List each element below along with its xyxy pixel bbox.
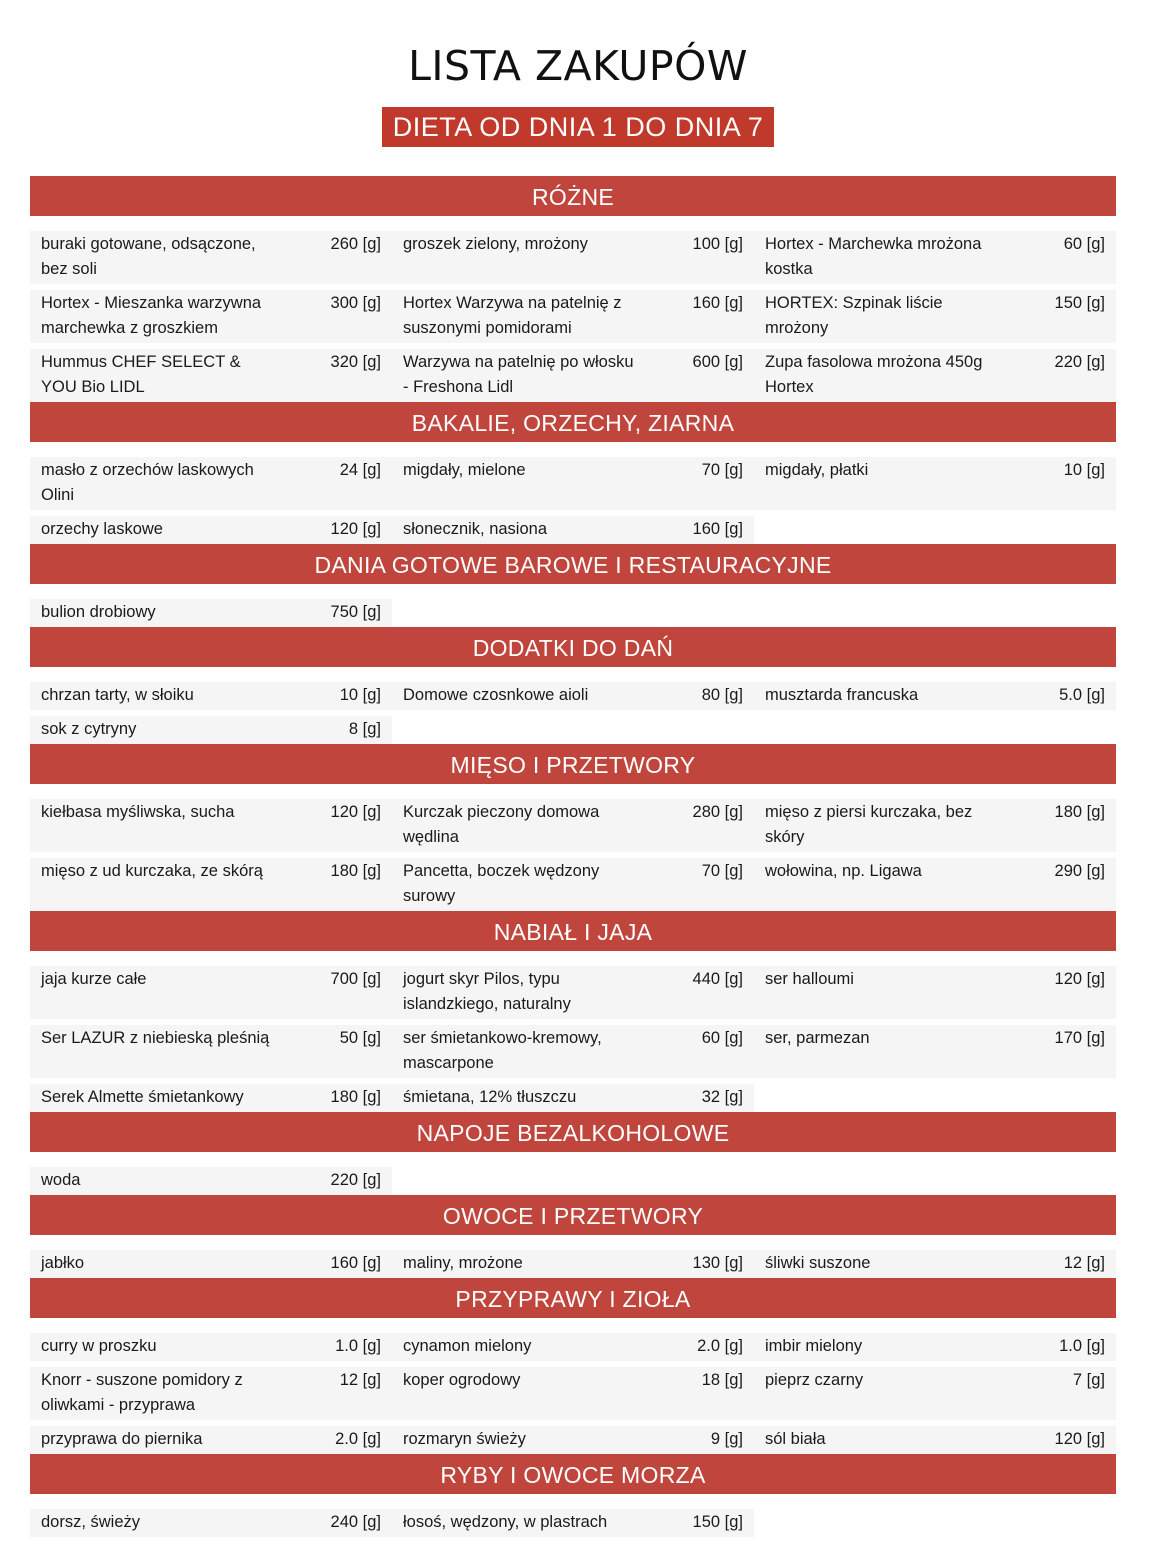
item-quantity: 180 [g] [1054, 803, 1105, 821]
item-name: Knorr - suszone pomidory z oliwkami - przyprawa [41, 1371, 243, 1414]
list-item [30, 231, 392, 284]
list-item [30, 716, 392, 744]
item-quantity: 9 [g] [710, 1430, 743, 1448]
item-quantity: 12 [g] [339, 1371, 381, 1389]
subtitle-wrap [0, 107, 1156, 147]
list-item [392, 349, 754, 402]
item-name: masło z orzechów laskowych Olini [41, 461, 254, 504]
item-quantity: 70 [g] [701, 862, 743, 880]
list-item [754, 799, 1116, 852]
empty-cell [754, 599, 1116, 627]
item-quantity: 300 [g] [330, 294, 381, 312]
item-name: pieprz czarny [765, 1371, 864, 1389]
item-row [30, 1367, 1116, 1420]
list-item [392, 231, 754, 284]
item-name: migdały, mielone [403, 461, 526, 479]
list-item [754, 682, 1116, 710]
list-item [30, 1509, 392, 1537]
item-quantity: 160 [g] [330, 1254, 381, 1272]
list-item [392, 516, 754, 544]
item-quantity: 60 [g] [701, 1029, 743, 1047]
item-name: Kurczak pieczony domowa wędlina [403, 803, 600, 846]
item-name: Zupa fasolowa mrożona 450g Hortex [765, 353, 983, 396]
item-name: jaja kurze całe [41, 970, 147, 988]
category-header: MIĘSO I PRZETWORY [30, 744, 1116, 784]
diet-range-badge: DIETA OD DNIA 1 DO DNIA 7 [382, 107, 775, 147]
item-quantity: 1.0 [g] [1059, 1337, 1105, 1355]
item-quantity: 120 [g] [1054, 1430, 1105, 1448]
category-items [30, 1318, 1116, 1454]
item-name: jabłko [41, 1254, 85, 1272]
category-items [30, 667, 1116, 744]
item-name: słonecznik, nasiona [403, 520, 548, 538]
list-item [754, 858, 1116, 911]
category-header: NABIAŁ I JAJA [30, 911, 1116, 951]
item-row [30, 599, 1116, 627]
category-header: DANIA GOTOWE BAROWE I RESTAURACYJNE [30, 544, 1116, 584]
item-quantity: 170 [g] [1054, 1029, 1105, 1047]
category-header: PRZYPRAWY I ZIOŁA [30, 1278, 1116, 1318]
item-row [30, 966, 1116, 1019]
list-item [30, 1426, 392, 1454]
list-item [30, 457, 392, 510]
list-item [392, 1084, 754, 1112]
item-row [30, 349, 1116, 402]
item-name: migdały, płatki [765, 461, 869, 479]
item-quantity: 70 [g] [701, 461, 743, 479]
item-quantity: 2.0 [g] [335, 1430, 381, 1448]
item-quantity: 180 [g] [330, 1088, 381, 1106]
category-header: RYBY I OWOCE MORZA [30, 1454, 1116, 1494]
category-header: DODATKI DO DAŃ [30, 627, 1116, 667]
list-item [392, 682, 754, 710]
item-row [30, 290, 1116, 343]
category-items [30, 784, 1116, 911]
list-item [30, 1084, 392, 1112]
list-item [30, 290, 392, 343]
item-quantity: 220 [g] [1054, 353, 1105, 371]
item-quantity: 50 [g] [339, 1029, 381, 1047]
category-section [30, 1195, 1116, 1278]
item-name: bulion drobiowy [41, 603, 156, 621]
item-row [30, 1250, 1116, 1278]
empty-cell [392, 599, 754, 627]
item-name: przyprawa do piernika [41, 1430, 203, 1448]
item-name: sok z cytryny [41, 720, 137, 738]
item-name: cynamon mielony [403, 1337, 532, 1355]
category-section [30, 176, 1116, 402]
category-items [30, 216, 1116, 402]
item-quantity: 700 [g] [330, 970, 381, 988]
category-header: OWOCE I PRZETWORY [30, 1195, 1116, 1235]
category-section [30, 744, 1116, 911]
empty-cell [754, 1084, 1116, 1112]
item-quantity: 100 [g] [692, 235, 743, 253]
item-row [30, 1426, 1116, 1454]
list-item [30, 799, 392, 852]
category-section [30, 544, 1116, 627]
item-name: Hortex Warzywa na patelnię z suszonymi pomidorami [403, 294, 622, 337]
item-name: ser halloumi [765, 970, 854, 988]
empty-cell [392, 1167, 754, 1195]
item-quantity: 240 [g] [330, 1513, 381, 1531]
item-name: śmietana, 12% tłuszczu [403, 1088, 577, 1106]
item-name: Hortex - Marchewka mrożona kostka [765, 235, 982, 278]
item-quantity: 5.0 [g] [1059, 686, 1105, 704]
item-quantity: 290 [g] [1054, 862, 1105, 880]
list-item [754, 1333, 1116, 1361]
list-item [392, 1426, 754, 1454]
item-row [30, 858, 1116, 911]
list-item [754, 966, 1116, 1019]
item-quantity: 160 [g] [692, 294, 743, 312]
item-name: buraki gotowane, odsączone, bez soli [41, 235, 256, 278]
item-name: Hummus CHEF SELECT & YOU Bio LIDL [41, 353, 241, 396]
list-item [392, 290, 754, 343]
item-name: imbir mielony [765, 1337, 863, 1355]
item-quantity: 440 [g] [692, 970, 743, 988]
item-row [30, 1333, 1116, 1361]
item-quantity: 2.0 [g] [697, 1337, 743, 1355]
item-name: łosoś, wędzony, w plastrach [403, 1513, 608, 1531]
item-name: musztarda francuska [765, 686, 919, 704]
list-item [392, 799, 754, 852]
list-item [392, 1367, 754, 1420]
list-item [30, 1025, 392, 1078]
list-item [754, 349, 1116, 402]
list-item [392, 966, 754, 1019]
list-item [30, 1333, 392, 1361]
item-name: maliny, mrożone [403, 1254, 523, 1272]
category-items [30, 1235, 1116, 1278]
item-name: sól biała [765, 1430, 826, 1448]
item-quantity: 10 [g] [339, 686, 381, 704]
item-name: dorsz, świeży [41, 1513, 141, 1531]
item-name: HORTEX: Szpinak liście mrożony [765, 294, 943, 337]
list-item [30, 682, 392, 710]
item-name: mięso z piersi kurczaka, bez skóry [765, 803, 973, 846]
item-name: wołowina, np. Ligawa [765, 862, 922, 880]
list-item [754, 457, 1116, 510]
empty-cell [754, 1167, 1116, 1195]
item-quantity: 120 [g] [1054, 970, 1105, 988]
category-section [30, 627, 1116, 744]
item-quantity: 150 [g] [692, 1513, 743, 1531]
item-quantity: 130 [g] [692, 1254, 743, 1272]
item-quantity: 600 [g] [692, 353, 743, 371]
item-quantity: 320 [g] [330, 353, 381, 371]
item-name: orzechy laskowe [41, 520, 163, 538]
item-row [30, 516, 1116, 544]
item-name: mięso z ud kurczaka, ze skórą [41, 862, 263, 880]
list-item [392, 858, 754, 911]
list-item [754, 290, 1116, 343]
list-item [392, 1333, 754, 1361]
item-name: Domowe czosnkowe aioli [403, 686, 589, 704]
empty-cell [392, 716, 754, 744]
list-item [30, 349, 392, 402]
list-item [392, 1025, 754, 1078]
item-name: ser, parmezan [765, 1029, 870, 1047]
item-quantity: 8 [g] [348, 720, 381, 738]
item-quantity: 750 [g] [330, 603, 381, 621]
item-quantity: 280 [g] [692, 803, 743, 821]
item-name: Ser LAZUR z niebieską pleśnią [41, 1029, 270, 1047]
list-item [754, 1367, 1116, 1420]
category-header: BAKALIE, ORZECHY, ZIARNA [30, 402, 1116, 442]
item-quantity: 160 [g] [692, 520, 743, 538]
item-name: Pancetta, boczek wędzony surowy [403, 862, 600, 905]
item-quantity: 32 [g] [701, 1088, 743, 1106]
item-name: Hortex - Mieszanka warzywna marchewka z groszkiem [41, 294, 262, 337]
item-row [30, 457, 1116, 510]
empty-cell [754, 1509, 1116, 1537]
item-quantity: 150 [g] [1054, 294, 1105, 312]
category-section [30, 1112, 1116, 1195]
list-item [392, 1509, 754, 1537]
list-item [30, 1167, 392, 1195]
item-row [30, 1084, 1116, 1112]
list-item [392, 457, 754, 510]
item-quantity: 24 [g] [339, 461, 381, 479]
item-quantity: 120 [g] [330, 520, 381, 538]
item-row [30, 1025, 1116, 1078]
item-quantity: 12 [g] [1063, 1254, 1105, 1272]
item-name: Warzywa na patelnię po włosku - Freshona Lidl [403, 353, 634, 396]
item-name: ser śmietankowo-kremowy, mascarpone [403, 1029, 602, 1072]
list-item [30, 858, 392, 911]
category-items [30, 442, 1116, 544]
item-name: groszek zielony, mrożony [403, 235, 588, 253]
empty-cell [754, 516, 1116, 544]
item-quantity: 18 [g] [701, 1371, 743, 1389]
category-items [30, 1494, 1116, 1537]
item-quantity: 260 [g] [330, 235, 381, 253]
empty-cell [754, 716, 1116, 744]
item-name: woda [41, 1171, 81, 1189]
item-row [30, 1509, 1116, 1537]
item-row [30, 682, 1116, 710]
item-row [30, 716, 1116, 744]
item-quantity: 80 [g] [701, 686, 743, 704]
category-header: RÓŻNE [30, 176, 1116, 216]
category-section [30, 911, 1116, 1112]
category-items [30, 584, 1116, 627]
item-quantity: 180 [g] [330, 862, 381, 880]
item-row [30, 231, 1116, 284]
item-row [30, 799, 1116, 852]
shopping-list [30, 176, 1116, 1537]
list-item [30, 516, 392, 544]
list-item [30, 966, 392, 1019]
item-name: chrzan tarty, w słoiku [41, 686, 194, 704]
list-item [754, 231, 1116, 284]
item-quantity: 60 [g] [1063, 235, 1105, 253]
item-name: Serek Almette śmietankowy [41, 1088, 244, 1106]
category-header: NAPOJE BEZALKOHOLOWE [30, 1112, 1116, 1152]
item-name: rozmaryn świeży [403, 1430, 526, 1448]
item-name: curry w proszku [41, 1337, 157, 1355]
item-quantity: 120 [g] [330, 803, 381, 821]
category-items [30, 1152, 1116, 1195]
list-item [754, 1250, 1116, 1278]
category-section [30, 402, 1116, 544]
item-quantity: 1.0 [g] [335, 1337, 381, 1355]
category-section [30, 1278, 1116, 1454]
list-item [754, 1025, 1116, 1078]
item-name: kiełbasa myśliwska, sucha [41, 803, 235, 821]
item-name: śliwki suszone [765, 1254, 871, 1272]
list-item [754, 1426, 1116, 1454]
category-section [30, 1454, 1116, 1537]
item-name: koper ogrodowy [403, 1371, 521, 1389]
category-items [30, 951, 1116, 1112]
item-row [30, 1167, 1116, 1195]
list-item [30, 1250, 392, 1278]
item-quantity: 7 [g] [1072, 1371, 1105, 1389]
page-title: LISTA ZAKUPÓW [408, 42, 748, 90]
list-item [30, 599, 392, 627]
item-quantity: 10 [g] [1063, 461, 1105, 479]
item-name: jogurt skyr Pilos, typu islandzkiego, naturalny [403, 970, 571, 1013]
item-quantity: 220 [g] [330, 1171, 381, 1189]
list-item [392, 1250, 754, 1278]
list-item [30, 1367, 392, 1420]
